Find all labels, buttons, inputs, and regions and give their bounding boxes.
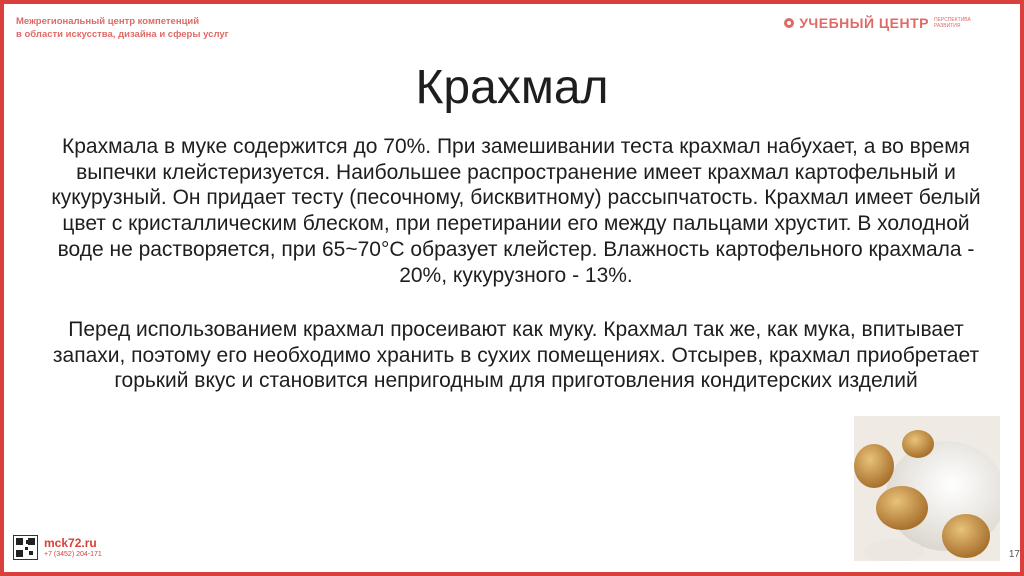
brand-logo	[784, 15, 978, 31]
potato-shape	[854, 444, 894, 488]
website-link[interactable]: mck72.ru	[44, 535, 97, 550]
potato-shape	[876, 486, 928, 530]
starch-potatoes-photo	[854, 416, 1000, 561]
potato-shape	[902, 430, 934, 458]
organization-name	[16, 15, 229, 41]
org-line-2: в области искусства, дизайна и сферы услуг	[16, 29, 229, 40]
slide-title: Крахмал	[415, 61, 609, 114]
phone-number: +7 (3452) 204-171	[44, 550, 102, 558]
page-number: 17	[1008, 549, 1020, 560]
brand-tagline: ПЕРСПЕКТИВА РАЗВИТИЯ	[934, 17, 971, 29]
qr-code-icon	[13, 535, 38, 560]
starch-photo-illustration	[854, 416, 1000, 561]
brand-name: УЧЕБНЫЙ ЦЕНТР	[799, 15, 929, 31]
body-paragraph-2: Перед использованием крахмал просеивают как муку. Крахмал так же, как мука, впитывает запахи, поэтому его необходимо хранить в сухих помещениях. Отсырев, крахмал приобретает горький вкус и становится непригодным для приготовления кондитерских изделий	[52, 318, 980, 393]
body-paragraph-1: Крахмала в муке содержится до 70%. При замешивании теста крахмал набухает, а во время выпечки клейстеризуется. Наибольшее распространение имеет крахмал картофельный и кукурузный. Он придает тесту (песочному, бисквитному) рассыпчатость. Крахмал имеет белый цвет с кристаллическим блеском, при перетирании его между пальцами хрустит. В холодной воде не растворяется, при 65~70°С образует клейстер. Влажность картофельного крахмала - 20%, кукурузного - 13%.	[51, 135, 981, 287]
footer	[13, 535, 102, 560]
org-line-1: Межрегиональный центр компетенций	[16, 16, 200, 27]
potato-shape	[942, 514, 990, 558]
ring-icon	[784, 18, 794, 28]
